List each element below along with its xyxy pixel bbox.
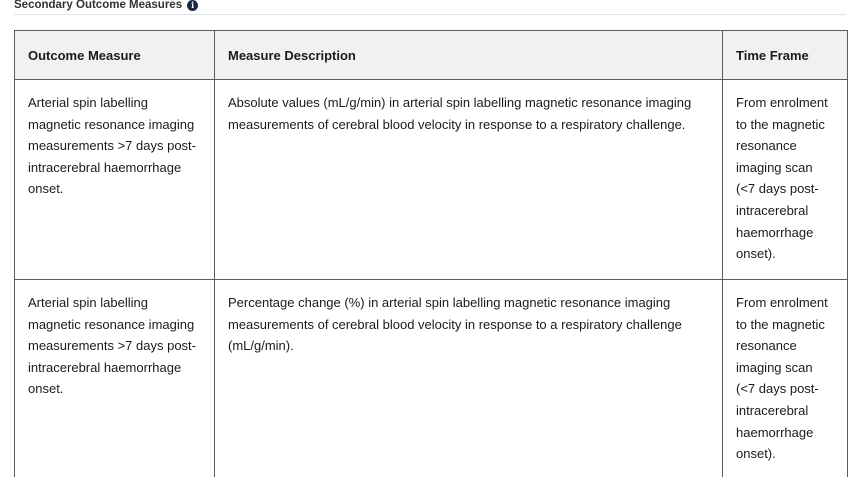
time-frame-cell: From enrolment to the magnetic resonance imaging scan (<7 days post-intracerebral haemorrhage onset). — [723, 80, 848, 280]
column-header-measure-description: Measure Description — [215, 31, 723, 80]
secondary-outcomes-table — [14, 30, 848, 477]
measure-description-cell: Absolute values (mL/g/min) in arterial spin labelling magnetic resonance imaging measurements of cerebral blood velocity in response to a respiratory challenge. — [215, 80, 723, 280]
outcome-measure-cell: Arterial spin labelling magnetic resonance imaging measurements >7 days post-intracerebral haemorrhage onset. — [15, 280, 215, 477]
column-header-outcome-measure: Outcome Measure — [15, 31, 215, 80]
info-icon[interactable]: i — [187, 0, 198, 11]
column-header-time-frame: Time Frame — [723, 31, 848, 80]
table-row — [15, 280, 848, 477]
measure-description-cell: Percentage change (%) in arterial spin labelling magnetic resonance imaging measurements of cerebral blood velocity in response to a respiratory challenge (mL/g/min). — [215, 280, 723, 477]
section-divider — [14, 14, 846, 15]
time-frame-cell: From enrolment to the magnetic resonance imaging scan (<7 days post-intracerebral haemorrhage onset). — [723, 280, 848, 477]
table-row — [15, 80, 848, 280]
section-title — [14, 0, 198, 13]
table-header-row — [15, 31, 848, 80]
outcome-measure-cell: Arterial spin labelling magnetic resonance imaging measurements >7 days post-intracerebral haemorrhage onset. — [15, 80, 215, 280]
section-title-text: Secondary Outcome Measures — [14, 0, 183, 11]
